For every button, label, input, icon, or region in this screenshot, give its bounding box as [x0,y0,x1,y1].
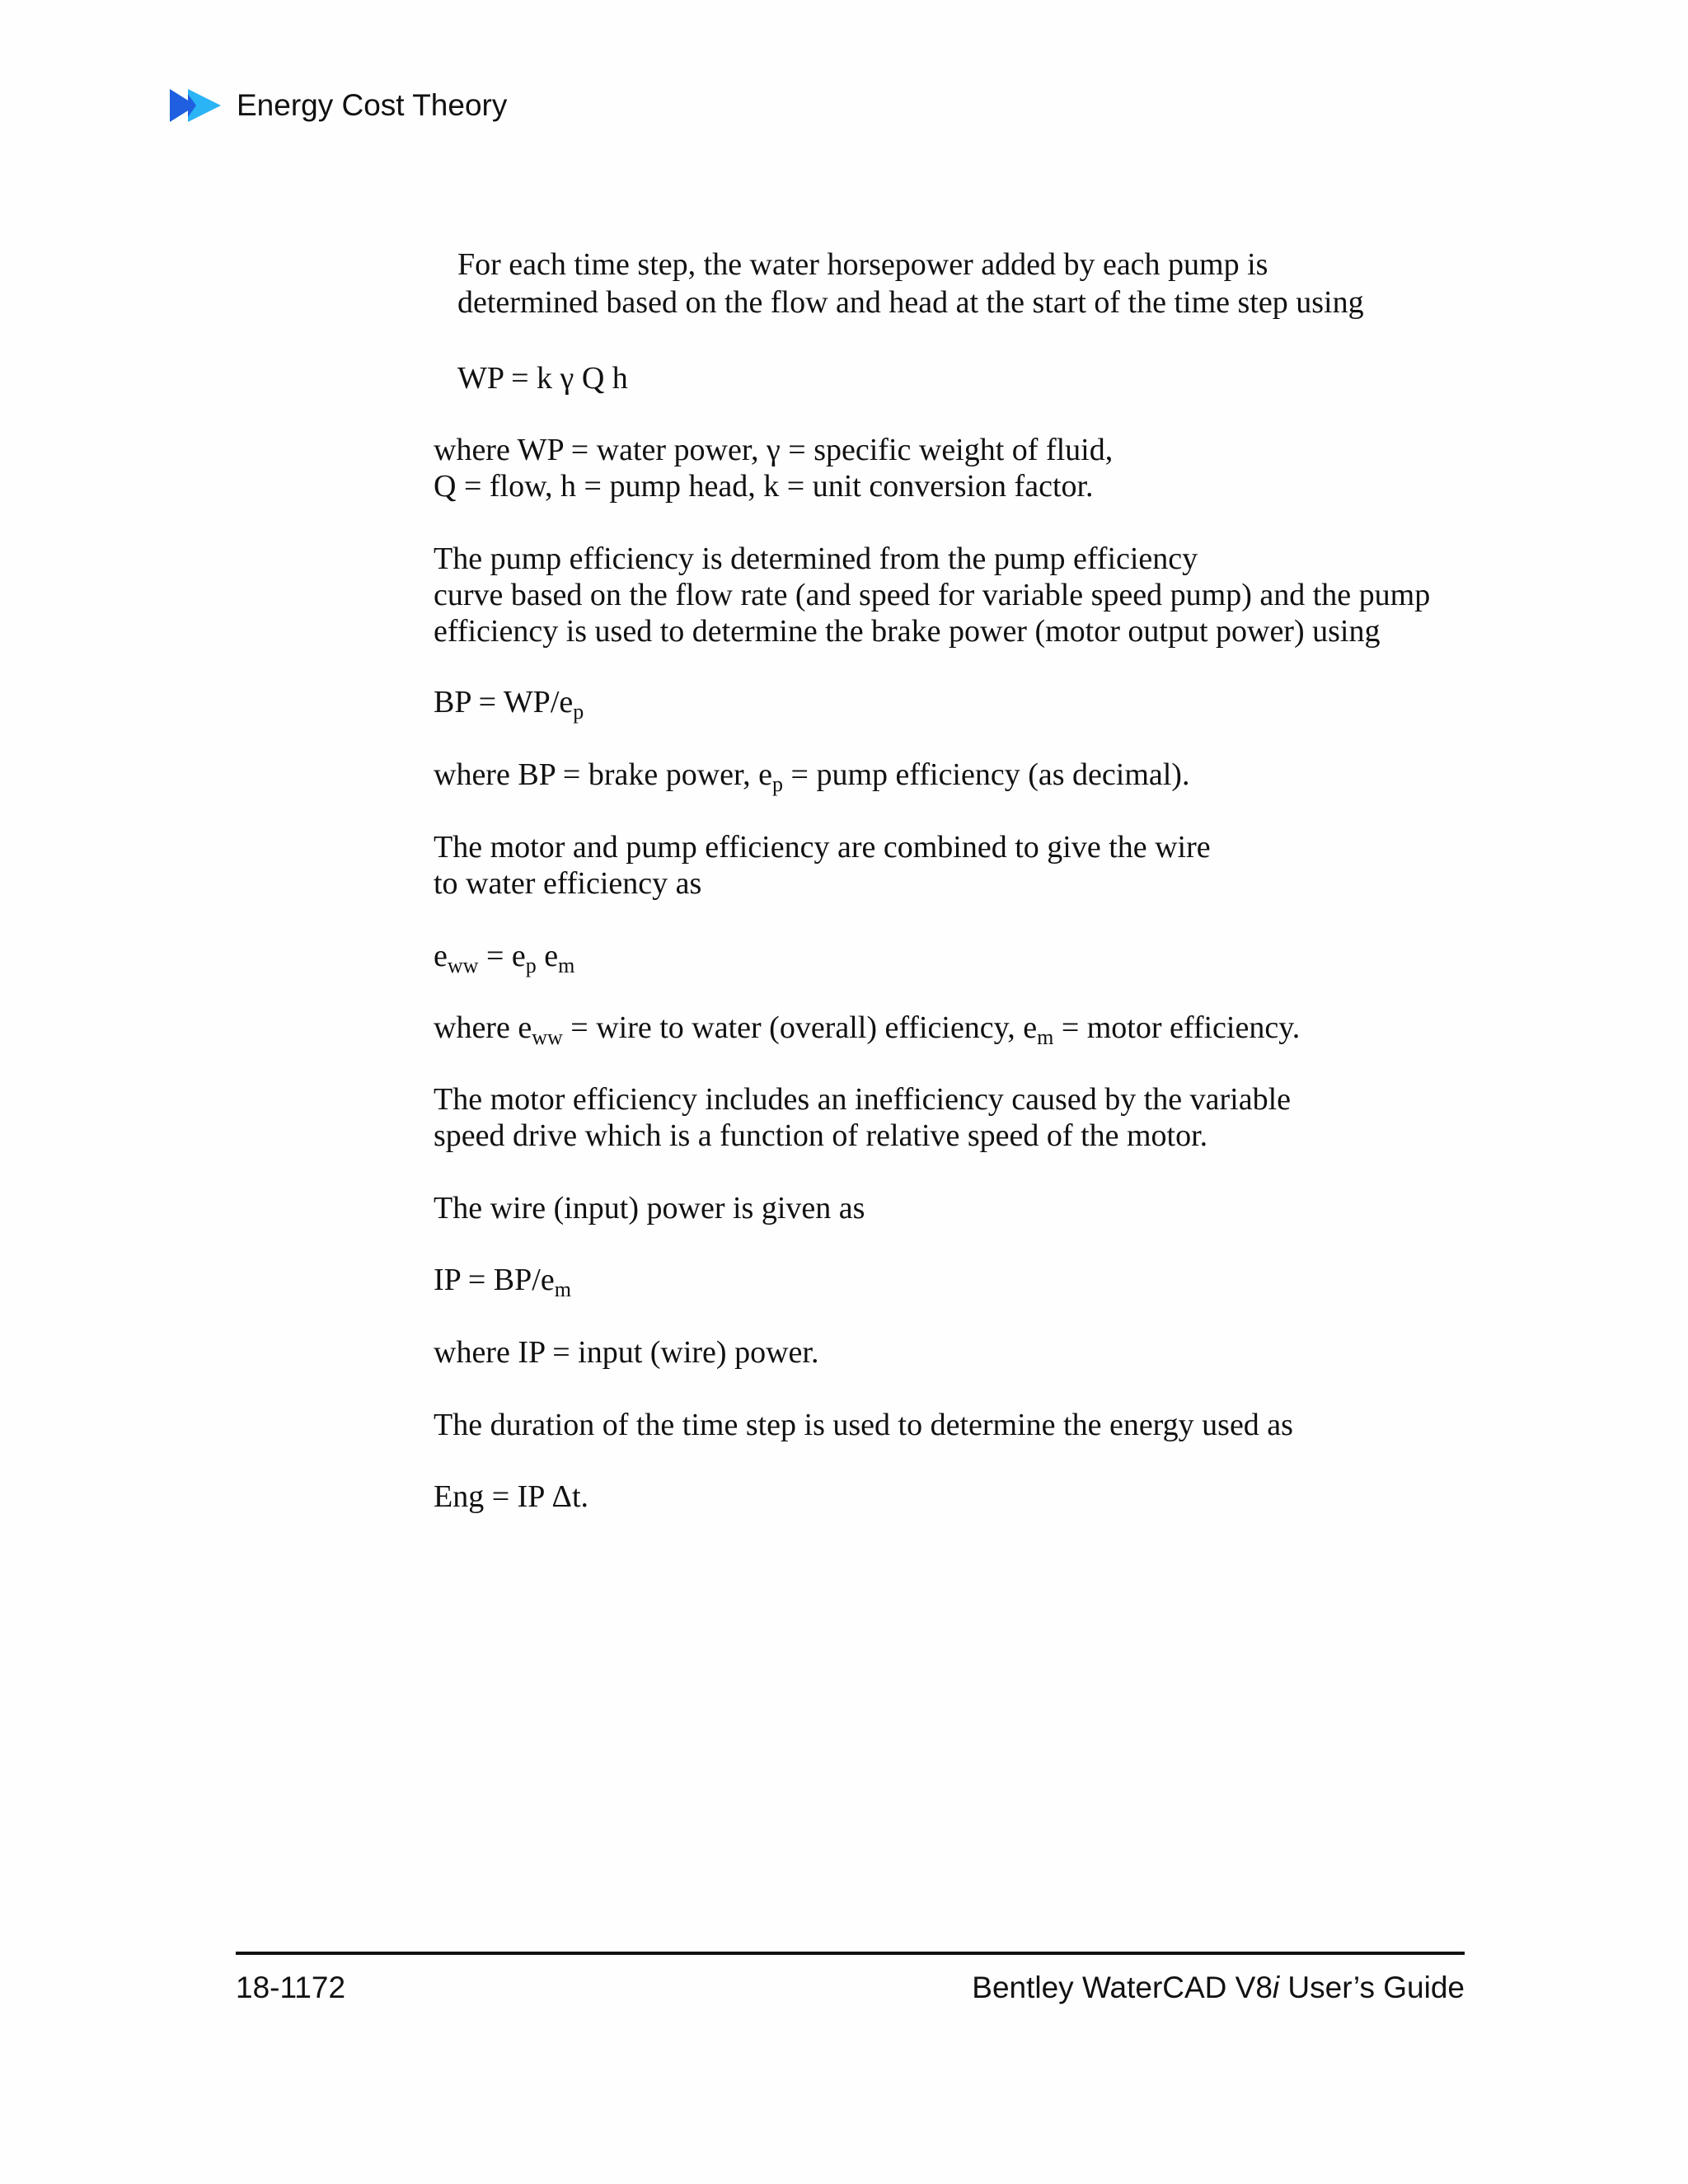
water-power-definition-line-2: Q = flow, h = pump head, k = unit conversion factor. [434,469,1094,504]
footer-guide-title: Bentley WaterCAD V8i User’s Guide [972,1971,1465,2004]
water-power-definition-line-1: where WP = water power, γ = specific weight of fluid, [434,433,1114,467]
wire-to-water-definition: where $e_{ww}$ = wire to water (overall) efficiency, $e_m$ = motor efficiency. [434,1010,1301,1049]
equation-input-power: IP = $BP/e_m$ [434,1263,571,1301]
equation-brake-power: BP = $WP/e_p$ [434,685,584,724]
equation-water-power: WP = k γ Q h [457,361,628,396]
page-header-title: Energy Cost Theory [237,88,508,122]
input-power-definition: where IP = input (wire) power. [434,1335,819,1370]
wire-power-text: The wire (input) power is given as [434,1191,865,1226]
pump-efficiency-text-line-3: efficiency is used to determine the brake power (motor output power) using [434,614,1381,649]
equation-wire-to-water-efficiency: $e_{ww} = e_p$ $e_m$ [434,939,575,977]
pump-efficiency-text-line-1: The pump efficiency is determined from the pump efficiency [434,541,1198,576]
footer-rule [236,1952,1465,1955]
intro-text-line-1: For each time step, the water horsepower added by each pump is [457,247,1268,282]
brake-power-definition: where BP = brake power, $e_p$ = pump efficiency (as decimal). [434,757,1190,796]
duration-text: The duration of the time step is used to determine the energy used as [434,1408,1293,1442]
motor-efficiency-text-line-2: speed drive which is a function of relative speed of the motor. [434,1118,1208,1153]
footer-page-number: 18-1172 [236,1971,346,2004]
wire-to-water-text-line-2: to water efficiency as [434,866,702,901]
pump-efficiency-text-line-2: curve based on the flow rate (and speed for variable speed pump) and the pump [434,578,1431,612]
motor-efficiency-text-line-1: The motor efficiency includes an inefficiency caused by the variable [434,1082,1291,1117]
equation-energy: Eng = IP Δt. [434,1479,589,1514]
wire-to-water-text-line-1: The motor and pump efficiency are combined to give the wire [434,830,1211,865]
intro-text-line-2: determined based on the flow and head at the start of the time step using [457,285,1364,320]
double-chevron-right-icon [170,87,223,124]
